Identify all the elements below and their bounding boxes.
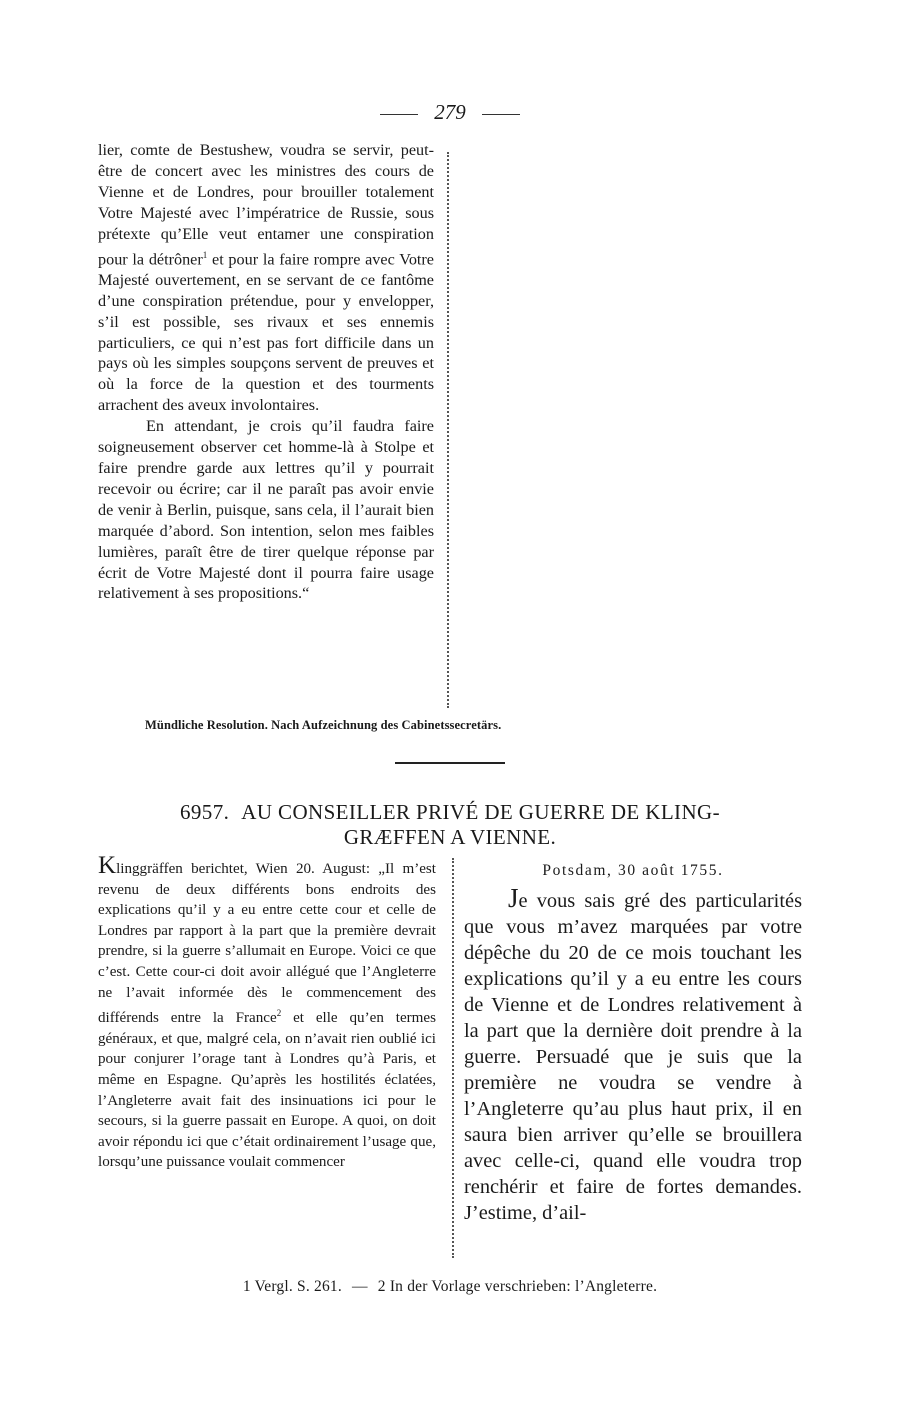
footnote-1-text: Vergl. S. 261.	[254, 1278, 342, 1295]
footnotes	[0, 1278, 900, 1296]
page-number-value: 279	[434, 100, 466, 124]
document-number: 6957.	[180, 800, 230, 824]
dateline: Potsdam, 30 août 1755.	[542, 862, 724, 879]
left-column-text	[98, 140, 434, 604]
footnote-mark-2: 2	[276, 1008, 282, 1019]
letter-body: e vous sais gré des particularités que vous m’avez marquées par votre dépêche du 20 de ce mois touchant les explications qu’il y a eu entre les cours de Vienne et de Londres relativement à la part que la dernière doit prendre à la guerre. Persuadé que je suis que la première ne voudra se vendre à l’Angleterre qu’au plus haut prix, il en saura bien arriver qu’elle se brouillera avec celle-ci, quand elle voudra trop renchérir et faire de fortes demandes. J’estime, d’ail-	[464, 890, 802, 1224]
letter-initial: J	[508, 883, 519, 913]
summary-text-a: linggräffen berichtet, Wien 20. August: „Il m’est revenu de deux différents bons endroits des explications qu’il y a eu entre cette cour et celle de Londres par rapport à la part que la première devrait prendre, si la guerre s’allumait en Europe. Voici ce que c’est. Cette cour-ci doit avoir allégué que l’Angleterre ne l’avait informée dès le commencement des différends entre la France	[98, 861, 436, 1027]
dotted-column-rule-bottom	[452, 858, 454, 1258]
summary-text-b: et elle qu’en termes généraux, et que, malgré cela, on n’avait rien oublié ici pour conjurer l’orage tant à Londres qu’à Paris, et même en Espagne. Qu’après les hostilités éclatées, l’Angleterre avait fait des insinuations ici pour le secours, si la guerre passait en Europe. A quoi, on doit avoir répondu ici que c’était ordinairement l’usage que, lorsqu’une puissance voulait commencer	[98, 1010, 436, 1171]
page-number-rule-left	[380, 114, 418, 115]
summary-paragraph	[98, 852, 436, 1173]
footnote-1-mark: 1	[242, 1278, 251, 1295]
footnote-2-text: In der Vorlage verschrieben: l’Angleterre.	[389, 1278, 658, 1295]
footnote-separator: —	[352, 1278, 368, 1295]
letter-paragraph	[464, 885, 802, 1226]
resolution-note: Mündliche Resolution. Nach Aufzeichnung des Cabinetssecretärs.	[145, 718, 502, 732]
page-number-rule-right	[482, 114, 520, 115]
footnote-mark-1: 1	[202, 249, 208, 260]
section-heading	[130, 800, 770, 850]
section-divider	[395, 762, 505, 764]
letter-text	[464, 885, 802, 1226]
left-paragraph-1-text: lier, comte de Bestushew, voudra se servir, peut-être de concert avec les ministres des cours de Vienne et de Londres, pour brouiller totalement Votre Majesté avec l’impératrice de Russie, sous prétexte qu’Elle veut entamer une conspiration pour la détrôner	[98, 141, 434, 268]
heading-title: AU CONSEILLER PRIVÉ DE GUERRE DE KLING-GRÆFFEN A VIENNE.	[241, 800, 720, 849]
report-summary	[98, 852, 436, 1173]
dotted-column-rule-top	[447, 152, 449, 708]
summary-initial: K	[98, 852, 117, 879]
page-number	[0, 100, 900, 125]
left-paragraph-1-cont: et pour la faire rompre avec Votre Majesté ouvertement, en se servant de ce fantôme d’une conspiration prétendue, pour y envelopper, s’il est possible, ses rivaux et ses ennemis particuliers, ce qui n’est pas fort difficile dans un pays où les simples soupçons servent de preuves et où la force de la question et des tourments arrachent des aveux involontaires.	[98, 249, 434, 415]
footnote-2-mark: 2	[377, 1278, 386, 1295]
left-paragraph-1	[98, 140, 434, 416]
left-paragraph-2: En attendant, je crois qu’il faudra faire soigneusement observer cet homme-là à Stolpe et faire prendre garde aux lettres qu’il y pourrait recevoir ou écrire; car il ne paraît pas avoir envie de venir à Berlin, puisque, sans cela, il l’aurait bien marquée d’abord. Son intention, selon mes faibles lumières, paraît être de tirer quelque réponse par écrit de Votre Majesté dont il pourra faire usage relativement à ses propositions.“	[98, 417, 434, 603]
